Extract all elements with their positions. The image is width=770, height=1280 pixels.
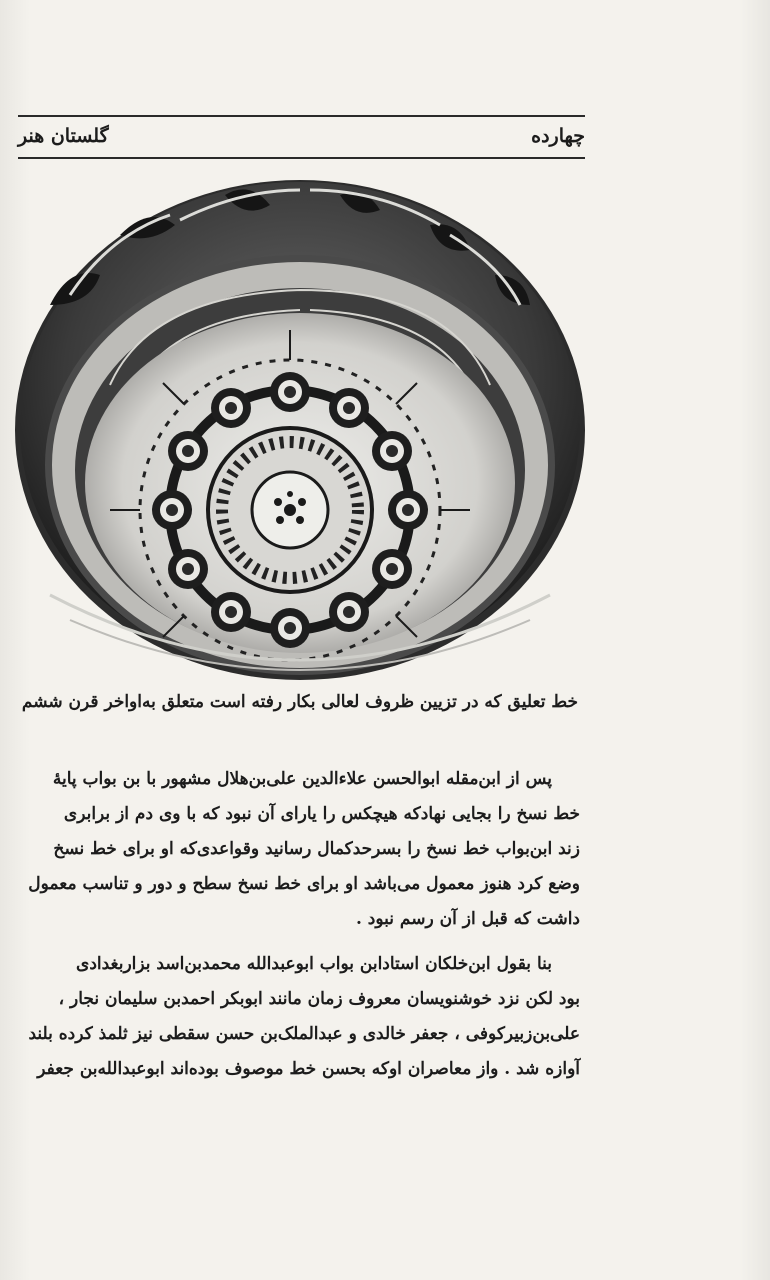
page-number-label: چهارده <box>531 125 585 147</box>
text-line: بنا بقول ابن‌خلکان استادابن بواب ابوعبدالله محمدبن‌اسد بزاربغدادی <box>76 954 552 974</box>
text-line: وضع کرد هنوز معمول می‌باشد او برای خط نسخ سطح و دور و تناسب معمول <box>28 874 580 894</box>
text-line: آوازه شد . واز معاصران اوکه بحسن خط موصوف بوده‌اند ابوعبدالله‌بن جعفر <box>37 1059 580 1079</box>
header-bottom-rule <box>18 157 585 159</box>
text-line: داشت که قبل از آن رسم نبود . <box>355 909 580 929</box>
ceramic-bowl-image <box>10 165 590 690</box>
body-text <box>18 762 580 1087</box>
text-line: بود لکن نزد خوشنویسان معروف زمان مانند ابوبکر احمدبن سلیمان نجار ، <box>58 989 580 1009</box>
running-head <box>18 120 585 152</box>
bowl-photograph <box>10 165 590 690</box>
paragraph-2 <box>18 947 580 1087</box>
text-line: خط نسخ را بجایی نهادکه هیچکس را یارای آن نبود که با وی دم از برابری <box>63 804 580 824</box>
text-line: پس از ابن‌مقله ابوالحسن علاءالدین علی‌بن‌هلال مشهور با بن بواب پایهٔ <box>52 769 552 789</box>
text-line: زند ابن‌بواب خط نسخ را بسرحدکمال رسانید وقواعدی‌که او برای خط نسخ <box>53 839 580 859</box>
text-line: علی‌بن‌زبیرکوفی ، جعفر خالدی و عبدالملک‌بن حسن سقطی نیز ثلمذ کرده بلند <box>28 1024 580 1044</box>
header-top-rule <box>18 115 585 117</box>
book-title: گلستان هنر <box>18 125 109 147</box>
paragraph-1 <box>18 762 580 937</box>
figure-caption: خط تعلیق که در تزیین ظروف لعالی بکار رفته است متعلق به‌اواخر قرن ششم <box>21 692 578 712</box>
